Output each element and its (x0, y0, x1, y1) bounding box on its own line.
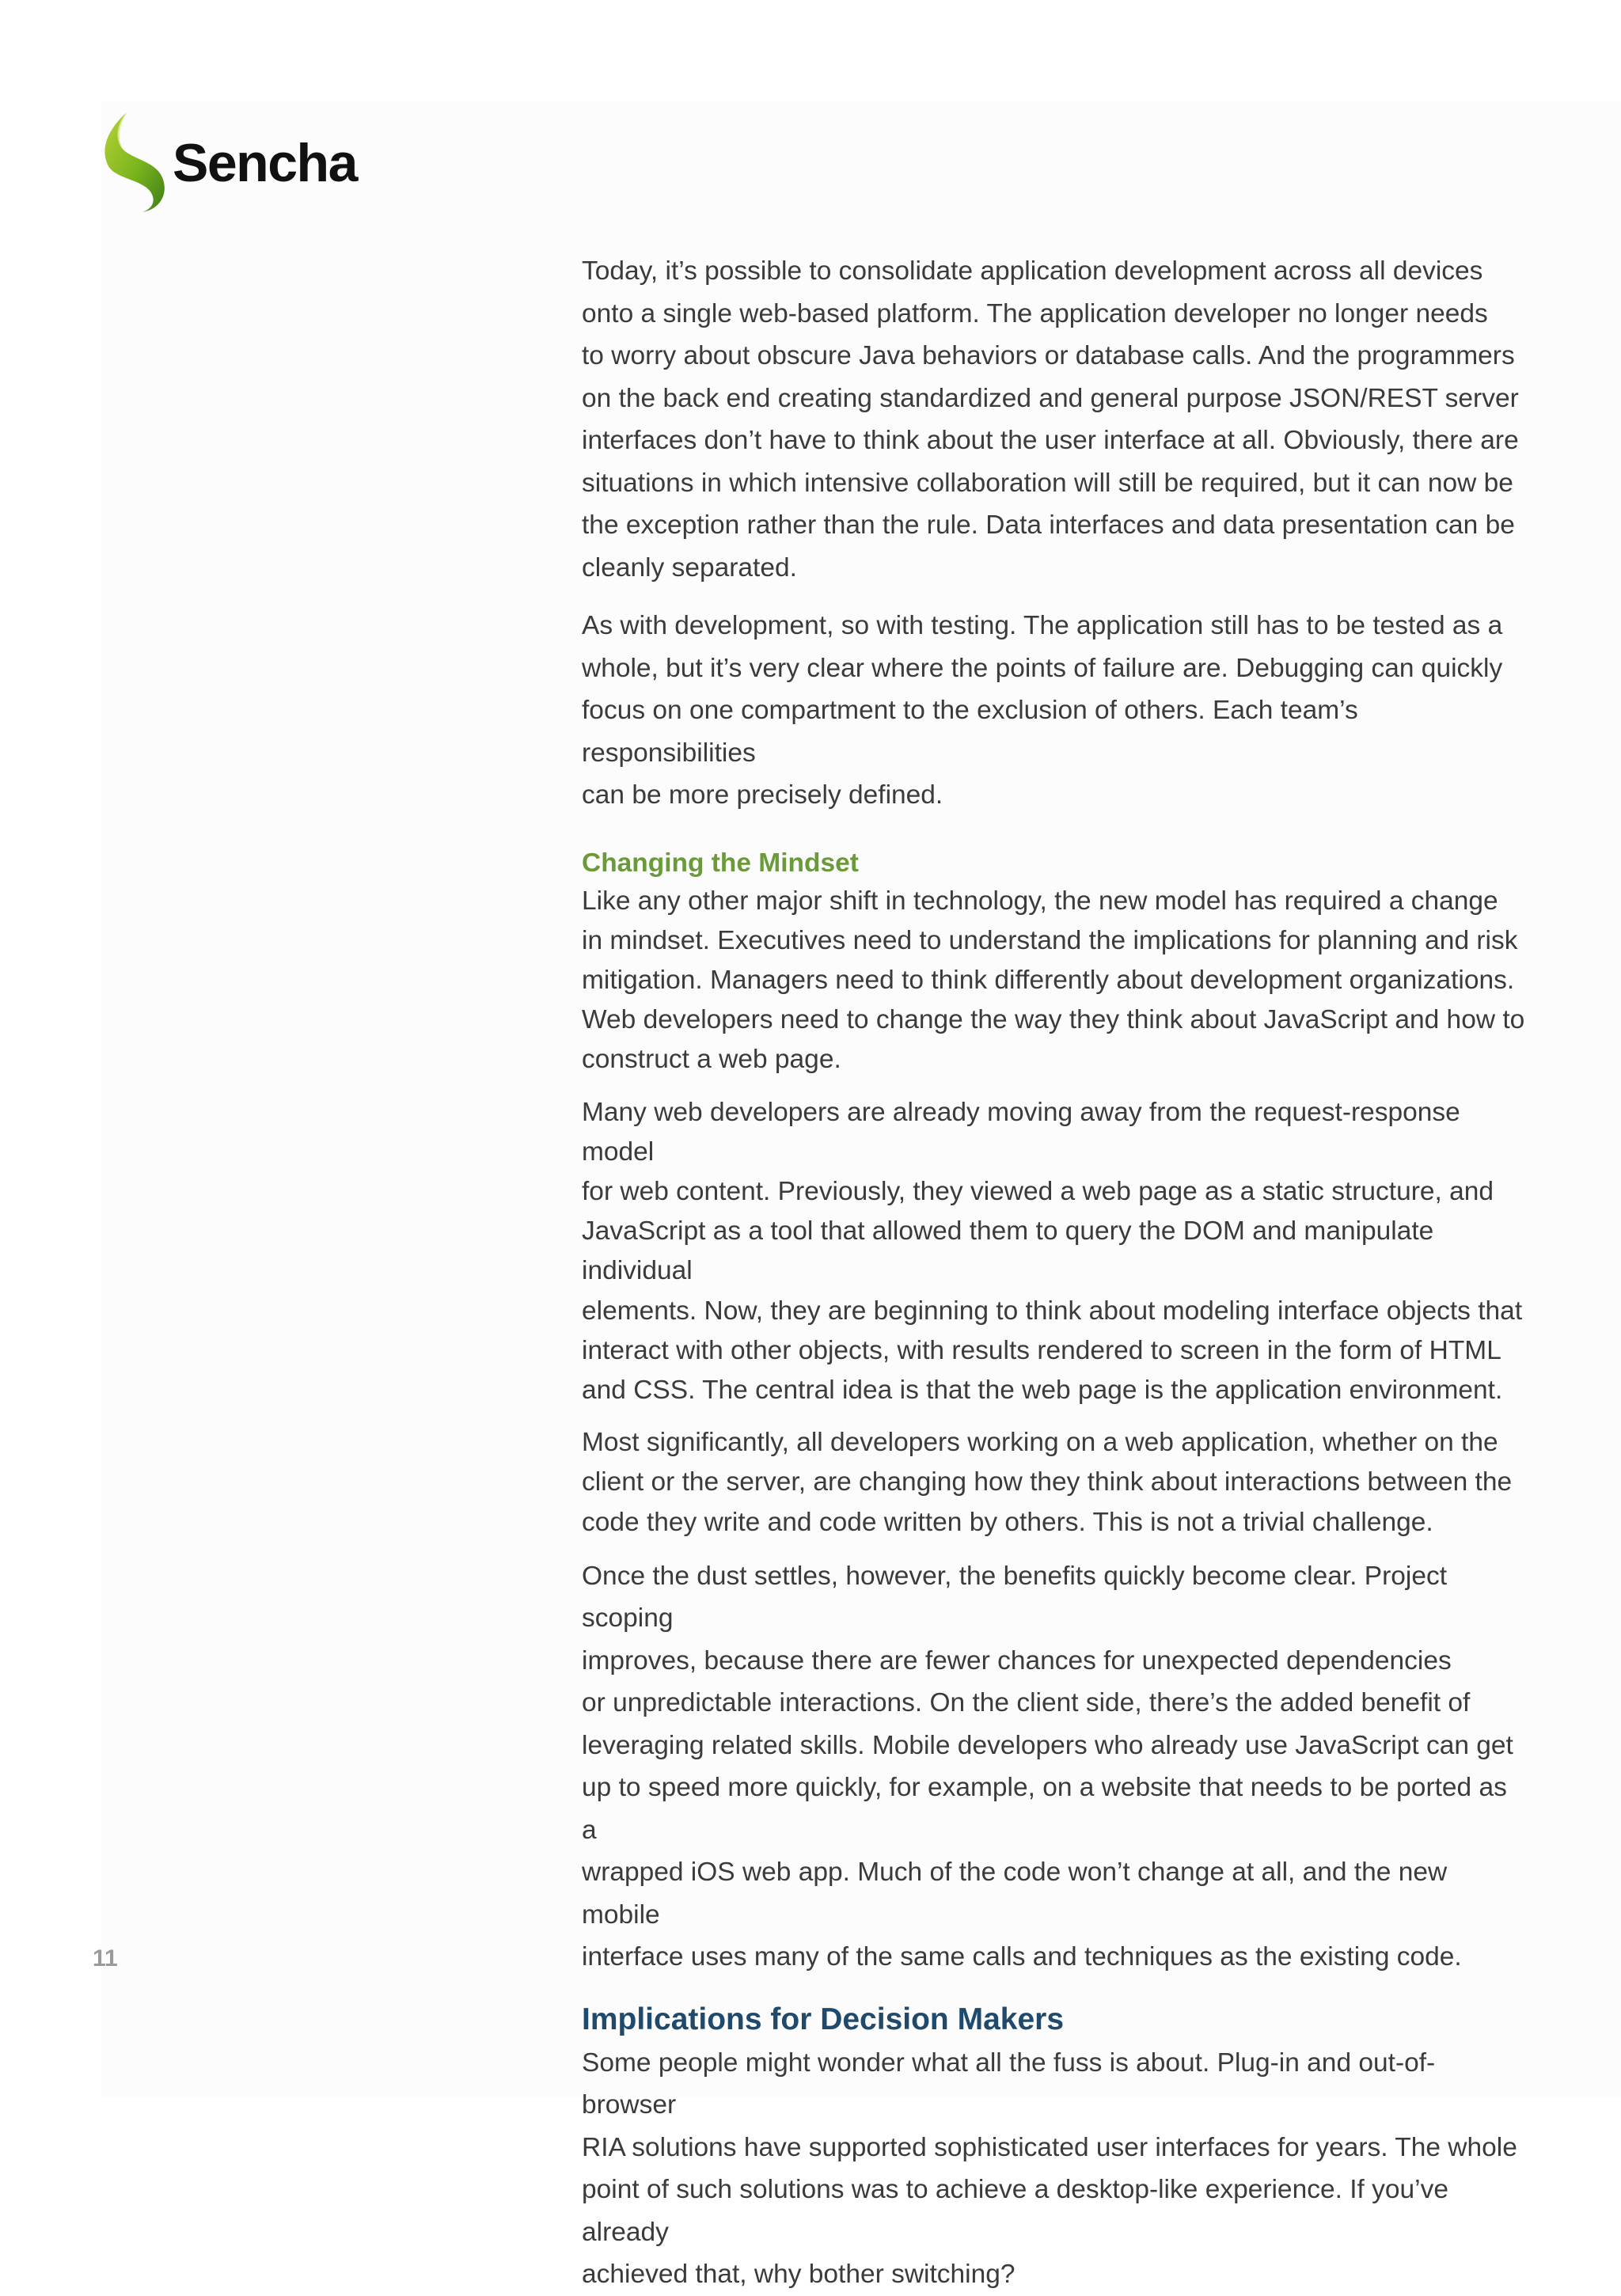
paragraph-consolidation: Today, it’s possible to consolidate application development across all devices onto a single web-based platform. The application developer no longer needs to worry about obscure Java behaviors or database calls. And the programmers on the back end creating standardized and general purpose JSON/REST server interfaces don’t have to think about the user interface at all. Obviously, there are situations in which intensive collaboration will still be required, but it can now be the exception rather than the rule. Data interfaces and data presentation can be cleanly separated. (582, 256, 1519, 583)
subheading-changing-mindset: Changing the Mindset (582, 848, 859, 878)
paragraph-decision-makers: Some people might wonder what all the fuss is about. Plug-in and out-of-browser RIA solutions have supported sophisticated user interfaces for years. The whole point of such solutions was to achieve a desktop-like experience. If you’ve already achieved that, why bother switching? (582, 2047, 1517, 2290)
logo-wordmark: Sencha (173, 133, 357, 193)
section-heading-decision-makers: Implications for Decision Makers (582, 2002, 1065, 2036)
sencha-leaf-icon (95, 109, 168, 214)
paragraph-web-developers: Many web developers are already moving away from the request-response model for web content. Previously, they viewed a web page as a static structure, and JavaScript as a tool that allowed them to query the DOM and manipulate individual elements. Now, they are beginning to think about modeling interface objects that interact with other objects, with results rendered to screen in the form of HTML and CSS. The central idea is that the web page is the application environment. (582, 1097, 1523, 1405)
page-number: 11 (93, 1945, 118, 1972)
paragraph-benefits: Once the dust settles, however, the benefits quickly become clear. Project scoping improves, because there are fewer chances for unexpected dependencies or unpredictable interactions. On the client side, there’s the added benefit of leveraging related skills. Mobile developers who already use JavaScript can get up to speed more quickly, for example, on a website that needs to be ported as a wrapped iOS web app. Much of the code won’t change at all, and the new mobile interface uses many of the same calls and techniques as the existing code. (582, 1561, 1513, 1972)
paragraph-mindset: Like any other major shift in technology, the new model has required a change in mindset. Executives need to understand the implications for planning and risk mitigation. Managers need to think differently about development organizations. Web developers need to change the way they think about JavaScript and how to construct a web page. (582, 886, 1525, 1075)
sencha-logo (95, 109, 357, 214)
paragraph-testing: As with development, so with testing. The application still has to be tested as a whole, but it’s very clear where the points of failure are. Debugging can quickly focus on one compartment to the exclusion of others. Each team’s responsibilities can be more precisely defined. (582, 611, 1503, 810)
paragraph-interactions: Most significantly, all developers working on a web application, whether on the client or the server, are changing how they think about interactions between the code they write and code written by others. This is not a trivial challenge. (582, 1428, 1513, 1537)
article-body (582, 250, 1528, 2296)
